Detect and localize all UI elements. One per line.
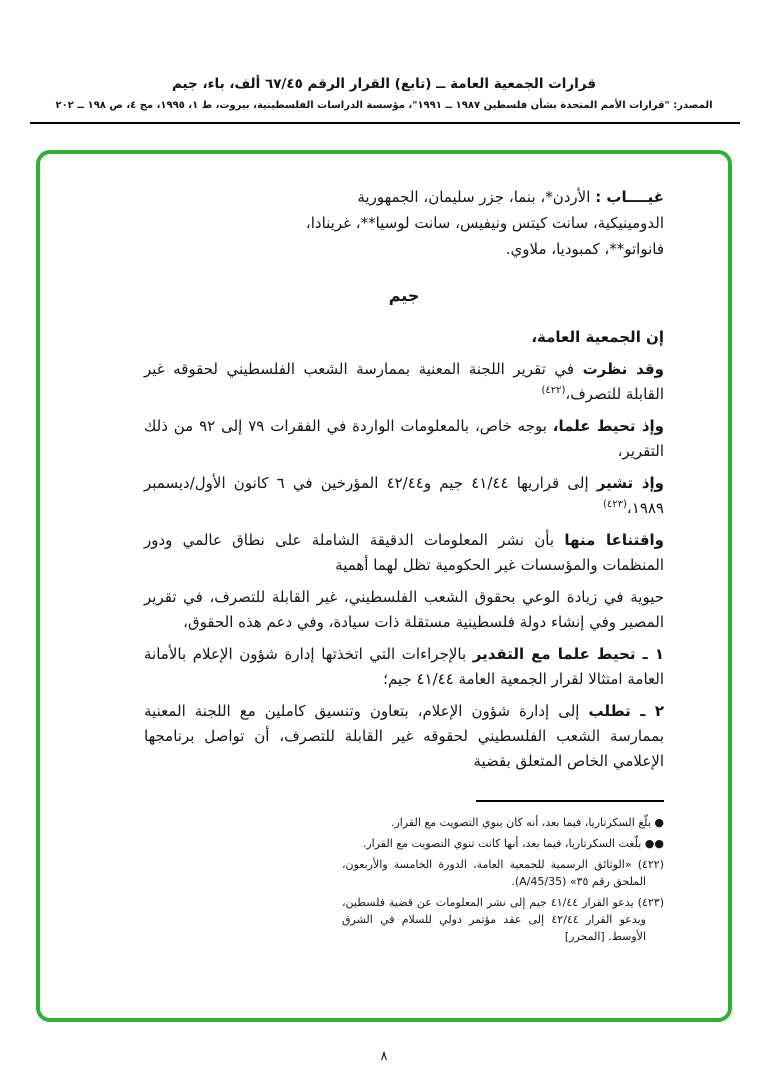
paragraph-text: إلى قراريها ٤١/٤٤ جيم و٤٢/٤٤ المؤرخين في ٦ كانون الأول/ديسمبر ١٩٨٩، <box>144 474 664 517</box>
footnote <box>342 894 664 945</box>
paragraph-text: في تقرير اللجنة المعنية بممارسة الشعب الفلسطيني لحقوقه غير القابلة للتصرف، <box>144 360 664 403</box>
body-paragraph <box>144 585 664 635</box>
footnote-text: «الوثائق الرسمية للجمعية العامة، الدورة الخامسة والأربعون، الملحق رقم ٣٥» ‎(A/45/35)‎. <box>342 858 646 888</box>
paragraph-lead: وقد نظرت <box>582 360 664 378</box>
paragraph-text: بالإجراءات التي اتخذتها إدارة شؤون الإعلام بالأمانة العامة امتثالا لقرار الجمعية العامة ٤١/٤٤ جيم؛ <box>144 645 664 688</box>
footnotes <box>342 814 664 945</box>
paragraph-lead: وإذ تشير <box>596 474 664 492</box>
green-content-frame <box>36 150 732 1022</box>
header-rule <box>30 122 740 124</box>
footnote <box>342 814 664 831</box>
footnote-marker: ● <box>654 816 664 829</box>
footnote-ref: (٤٢٢) <box>541 385 566 396</box>
footnote-marker: (٤٢٣) <box>637 896 664 909</box>
section-heading: جيم <box>388 286 420 305</box>
body-paragraph <box>144 642 664 692</box>
footnote-text: بلّغت السكرتاريا، فيما بعد، أنها كانت تنوي التصويت مع القرار. <box>362 837 642 850</box>
body-paragraph <box>144 699 664 774</box>
paragraph-text: بوجه خاص، بالمعلومات الواردة في الفقرات ٧٩ إلى ٩٢ من ذلك التقرير، <box>144 417 664 460</box>
absentees-list: الأردن*، بنما، جزر سليمان، الجمهورية الدومينيكية، سانت كيتس ونيفيس، سانت لوسيا**، غرينادا، فانواتو**، كمبوديا، ملاوي. <box>305 188 664 258</box>
paragraph-lead: ١ ـ تحيط علما مع التقدير <box>472 645 664 663</box>
paragraph-lead: إن الجمعية العامة، <box>531 328 664 346</box>
body-paragraph <box>144 357 664 407</box>
page-number: ٨ <box>380 1049 388 1064</box>
paragraph-text: حيوية في زيادة الوعي بحقوق الشعب الفلسطيني، غير القابلة للتصرف، في تقرير المصير وفي إنشاء دولة فلسطينية مستقلة ذات سيادة، وفي دعم هذه الحقوق، <box>144 588 664 631</box>
body-paragraph <box>144 528 664 578</box>
resolution-body <box>40 154 728 1018</box>
paragraph-text: بأن نشر المعلومات الدقيقة الشاملة على نطاق عالمي ودور المنظمات والمؤسسات غير الحكومية تظل لهما أهمية <box>144 531 664 574</box>
paragraph-lead: واقتناعا منها <box>564 531 664 549</box>
source-citation: المصدر: "قرارات الأمم المتحدة بشأن فلسطين ١٩٨٧ ــ ١٩٩١"، مؤسسة الدراسات الفلسطينية، بيروت، ط ١، ١٩٩٥، مج ٤، ص ١٩٨ ــ ٢٠٢ <box>55 100 713 111</box>
footnote-text: يدعو القرار ٤١/٤٤ جيم إلى نشر المعلومات عن قضية فلسطين، ويدعو القرار ٤٢/٤٤ إلى عقد مؤتمر دولي للسلام في الشرق الأوسط. [المحرر] <box>342 896 646 943</box>
footnote-ref: (٤٢٣) <box>602 499 627 510</box>
footnote <box>342 856 664 890</box>
body-paragraph <box>144 414 664 464</box>
paragraph-text: إلى إدارة شؤون الإعلام، بتعاون وتنسيق كاملين مع اللجنة المعنية بممارسة الشعب الفلسطيني لحقوقه غير القابلة للتصرف، أن تواصل برنامجها الإعلامي الخاص المتعلق بقضية <box>144 702 664 770</box>
page-header-title: قرارات الجمعية العامة ــ (تابع) القرار الرقم ٦٧/٤٥ ألف، باء، جيم <box>171 76 597 92</box>
body-paragraph <box>144 471 664 521</box>
footnote-marker: ●● <box>644 837 664 850</box>
body-paragraph <box>144 325 664 350</box>
footnote-marker: (٤٢٢) <box>637 858 665 871</box>
paragraph-lead: وإذ تحيط علما، <box>552 417 664 435</box>
footnote-text: بلّغ السكرتاريا، فيما بعد، أنه كان ينوي التصويت مع القرار. <box>391 816 651 829</box>
paragraph-lead: ٢ ـ تطلب <box>588 702 664 720</box>
footnote-divider <box>476 800 664 802</box>
absentees-paragraph <box>292 184 664 262</box>
absentees-label: غيــــاب : <box>595 188 664 206</box>
footnote <box>342 835 664 852</box>
